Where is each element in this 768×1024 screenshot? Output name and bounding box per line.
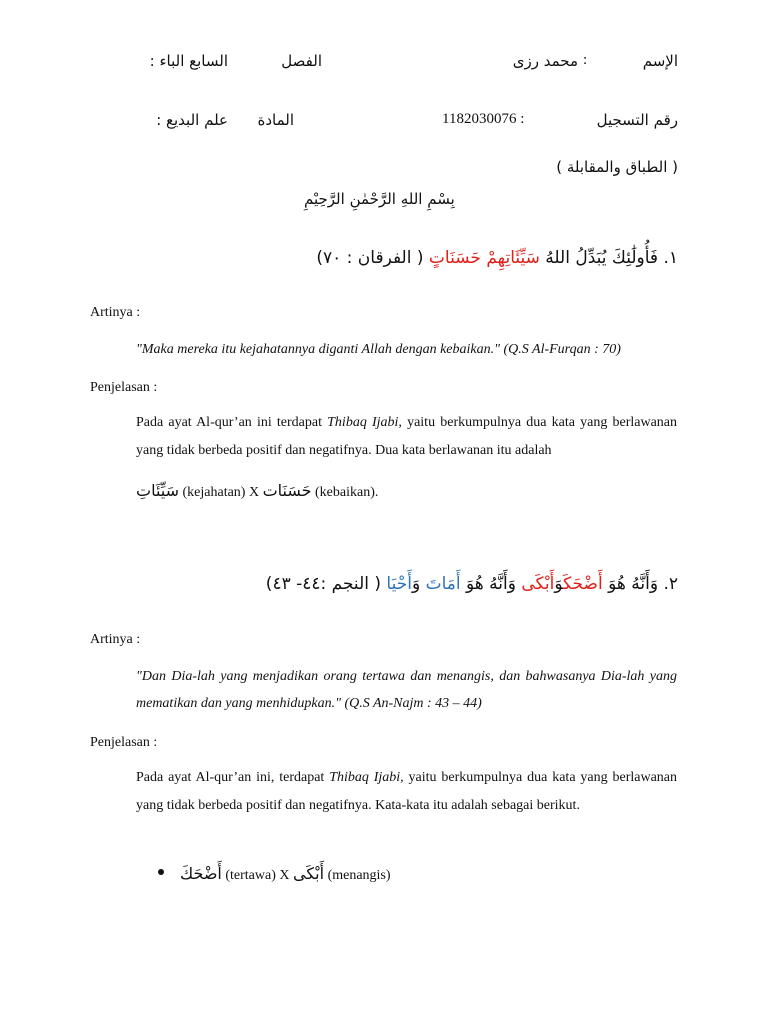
- verse-1-text: فَأُولَٰئِكَ يُبَدِّلُ اللهُ: [545, 248, 659, 268]
- pair-2-arabic-a: أَضْحَكَ: [180, 864, 222, 883]
- registration-label: رقم التسجيل: [596, 111, 678, 129]
- word-pair-1: [136, 481, 378, 501]
- translation-2: "Dan Dia-lah yang menjadikan orang tertawa dan menangis, dan bahwasanya Dia-lah yang mematikan dan yang menhidupkan." (Q.S An-Najm : 43 – 44): [136, 669, 677, 711]
- name-colon: :: [583, 52, 588, 68]
- pair-2-text-b: (menangis): [327, 868, 391, 883]
- pair-2-arabic-b: أَبْكَى: [292, 864, 325, 883]
- topic-title: ( الطباق والمقابلة ): [556, 158, 678, 176]
- class-value: السابع الباء :: [149, 52, 228, 70]
- explanation-2: [136, 764, 677, 820]
- verse-2-text-d: وَ: [411, 574, 421, 594]
- verse-1-word-bad-deeds: سَيِّئَاتِهِمْ: [486, 248, 540, 268]
- verse-2-word-laugh: أَضْحَكَ: [563, 574, 603, 594]
- class-label: الفصل: [281, 52, 322, 70]
- explanation-2-text-a: Pada ayat Al-qur’an ini, terdapat: [136, 770, 330, 785]
- penjelasan-label-2: Penjelasan :: [90, 735, 158, 750]
- verse-1-reference: ( الفرقان : ٧٠): [316, 248, 424, 268]
- translation-1: "Maka mereka itu kejahatannya diganti Allah dengan kebaikan." (Q.S Al-Furqan : 70): [136, 342, 621, 357]
- verse-2-text-b: وَ: [554, 574, 564, 594]
- name-value: محمد رزى: [512, 52, 578, 70]
- pair-1-arabic-b: حَسَنَات: [262, 481, 312, 500]
- verse-2-text-c: وَأَنَّهُ هُوَ: [466, 574, 516, 594]
- explanation-1-text-a: Pada ayat Al-qur’an ini terdapat: [136, 415, 328, 430]
- verse-1: [316, 248, 678, 268]
- penjelasan-label-1: Penjelasan :: [90, 380, 158, 395]
- subject-value: علم البديع :: [156, 111, 228, 129]
- word-pair-2: [180, 864, 391, 884]
- explanation-2-term: Thibaq Ijabi,: [329, 770, 404, 785]
- verse-1-word-good-deeds: حَسَنَاتٍ: [428, 248, 481, 268]
- verse-2-reference: ( النجم :٤٤- ٤٣): [265, 574, 382, 594]
- explanation-2-text-b: yaitu berkumpulnya dua kata yang berlawanan yang tidak berbeda positif dan negatifnya. Kata-kata itu adalah sebagai berikut.: [136, 770, 677, 813]
- verse-2-word-die: أَمَاتَ: [425, 574, 461, 594]
- verse-2-word-cry: أَبْكَى: [521, 574, 555, 594]
- subject-label: المادة: [257, 111, 294, 129]
- explanation-1-term: Thibaq Ijabi,: [327, 415, 402, 430]
- pair-1-text-b: (kebaikan).: [315, 485, 379, 500]
- pair-2-text-a: (tertawa) X: [225, 868, 290, 883]
- verse-2: [266, 574, 678, 594]
- artinya-label-2: Artinya :: [90, 632, 141, 647]
- verse-2-text-a: وَأَنَّهُ هُوَ: [608, 574, 659, 594]
- verse-2-number: ٢.: [663, 574, 678, 594]
- name-label: الإسم: [642, 52, 678, 70]
- registration-value: 1182030076 :: [442, 111, 525, 127]
- explanation-1: [136, 409, 677, 465]
- bullet-icon: [158, 869, 164, 875]
- pair-1-text-a: (kejahatan) X: [182, 485, 260, 500]
- artinya-label-1: Artinya :: [90, 305, 141, 320]
- basmala: بِسْمِ اللهِ الرَّحْمٰنِ الرَّحِيْمِ: [304, 190, 455, 208]
- verse-1-number: ١.: [663, 248, 678, 268]
- explanation-1-text-b: yaitu berkumpulnya dua kata yang berlawanan yang tidak berbeda positif dan negatifnya. Dua kata berlawanan itu adalah: [136, 415, 678, 458]
- pair-1-arabic-a: سَيِّئَاتِ: [136, 481, 179, 500]
- verse-2-word-live: أَحْيَا: [386, 574, 412, 594]
